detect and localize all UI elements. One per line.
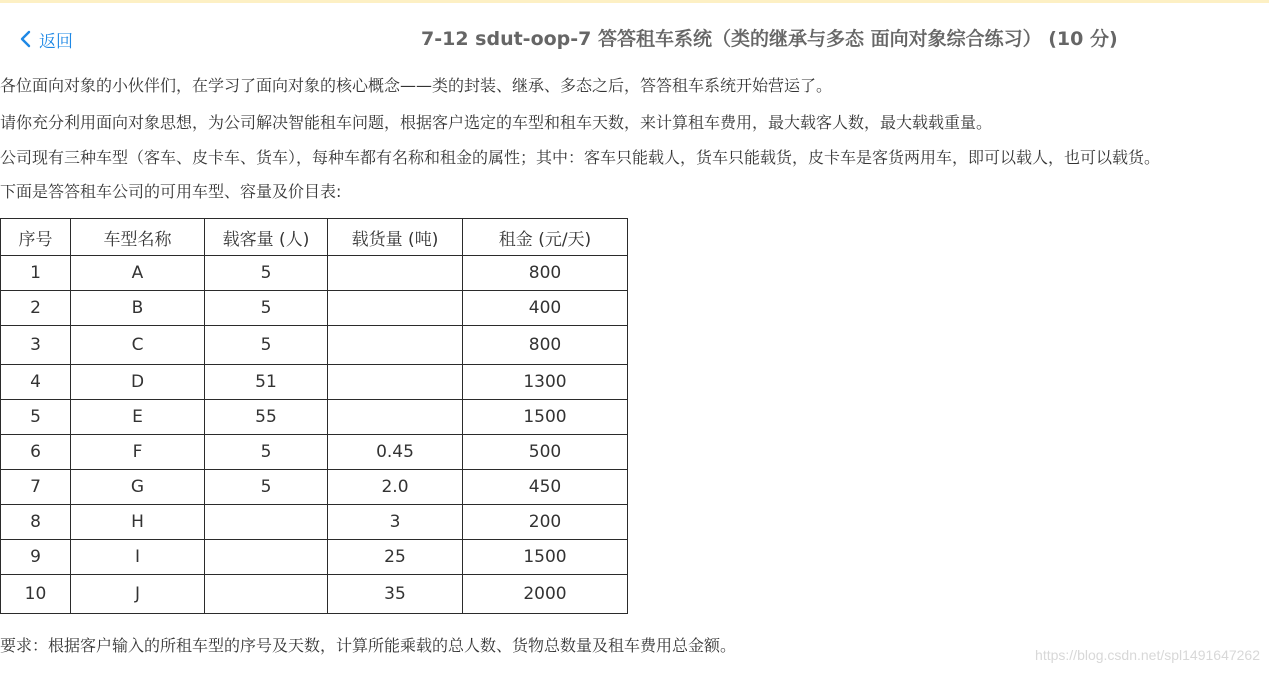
cell-index: 10: [1, 575, 71, 614]
cell-rent: 800: [463, 256, 628, 291]
table-row: [1, 435, 628, 470]
price-table: [0, 218, 628, 614]
cell-cargo: [328, 400, 463, 435]
cell-model: E: [71, 400, 205, 435]
cell-passengers: [205, 540, 328, 575]
back-label: 返回: [39, 31, 73, 52]
back-button[interactable]: [20, 26, 73, 52]
cell-passengers: 51: [205, 365, 328, 400]
cell-model: F: [71, 435, 205, 470]
cell-model: G: [71, 470, 205, 505]
cell-rent: 200: [463, 505, 628, 540]
cell-index: 1: [1, 256, 71, 291]
table-row: [1, 575, 628, 614]
cell-index: 9: [1, 540, 71, 575]
table-row: [1, 326, 628, 365]
table-row: [1, 400, 628, 435]
top-accent-bar: [0, 0, 1269, 3]
cell-passengers: 5: [205, 291, 328, 326]
cell-cargo: [328, 326, 463, 365]
cell-model: D: [71, 365, 205, 400]
cell-passengers: [205, 575, 328, 614]
cell-model: J: [71, 575, 205, 614]
cell-cargo: [328, 291, 463, 326]
header-cell-index: 序号: [1, 219, 71, 256]
intro-paragraph-2: 请你充分利用面向对象思想，为公司解决智能租车问题，根据客户选定的车型和租车天数，来计算租车费用，最大载客人数，最大载载重量。: [0, 113, 993, 132]
cell-model: B: [71, 291, 205, 326]
table-row: [1, 540, 628, 575]
cell-rent: 2000: [463, 575, 628, 614]
cell-cargo: 0.45: [328, 435, 463, 470]
cell-cargo: 2.0: [328, 470, 463, 505]
cell-index: 4: [1, 365, 71, 400]
chevron-left-icon: [20, 30, 31, 48]
cell-cargo: 25: [328, 540, 463, 575]
cell-model: C: [71, 326, 205, 365]
cell-rent: 500: [463, 435, 628, 470]
page-title: 7-12 sdut-oop-7 答答租车系统（类的继承与多态 面向对象综合练习） (10 分): [421, 28, 1118, 50]
cell-passengers: 5: [205, 256, 328, 291]
table-row: [1, 505, 628, 540]
cell-rent: 400: [463, 291, 628, 326]
table-row: [1, 470, 628, 505]
cell-cargo: 35: [328, 575, 463, 614]
cell-passengers: [205, 505, 328, 540]
cell-cargo: 3: [328, 505, 463, 540]
cell-rent: 800: [463, 326, 628, 365]
cell-index: 2: [1, 291, 71, 326]
cell-rent: 450: [463, 470, 628, 505]
cell-index: 6: [1, 435, 71, 470]
table-row: [1, 256, 628, 291]
cell-index: 7: [1, 470, 71, 505]
cell-cargo: [328, 365, 463, 400]
cell-index: 5: [1, 400, 71, 435]
cell-passengers: 5: [205, 326, 328, 365]
table-row: [1, 291, 628, 326]
header-cell-model: 车型名称: [71, 219, 205, 256]
intro-paragraph-3: 公司现有三种车型（客车、皮卡车、货车），每种车都有名称和租金的属性；其中：客车只能载人，货车只能载货，皮卡车是客货两用车，即可以载人，也可以载货。: [0, 148, 1161, 167]
cell-model: I: [71, 540, 205, 575]
cell-passengers: 5: [205, 435, 328, 470]
intro-paragraph-1: 各位面向对象的小伙伴们，在学习了面向对象的核心概念——类的封装、继承、多态之后，答答租车系统开始营运了。: [0, 76, 833, 95]
requirement-text: 要求：根据客户输入的所租车型的序号及天数，计算所能乘载的总人数、货物总数量及租车费用总金额。: [0, 636, 737, 655]
cell-cargo: [328, 256, 463, 291]
cell-rent: 1300: [463, 365, 628, 400]
intro-paragraph-4: 下面是答答租车公司的可用车型、容量及价目表:: [0, 182, 342, 201]
cell-rent: 1500: [463, 400, 628, 435]
cell-passengers: 55: [205, 400, 328, 435]
table-header-row: [1, 219, 628, 256]
cell-model: H: [71, 505, 205, 540]
cell-passengers: 5: [205, 470, 328, 505]
header-cell-rent: 租金 (元/天): [463, 219, 628, 256]
cell-rent: 1500: [463, 540, 628, 575]
cell-index: 3: [1, 326, 71, 365]
header-cell-passengers: 载客量 (人): [205, 219, 328, 256]
cell-index: 8: [1, 505, 71, 540]
watermark-text: https://blog.csdn.net/spl1491647262: [1035, 647, 1260, 663]
header-cell-cargo: 载货量 (吨): [328, 219, 463, 256]
table-row: [1, 365, 628, 400]
cell-model: A: [71, 256, 205, 291]
